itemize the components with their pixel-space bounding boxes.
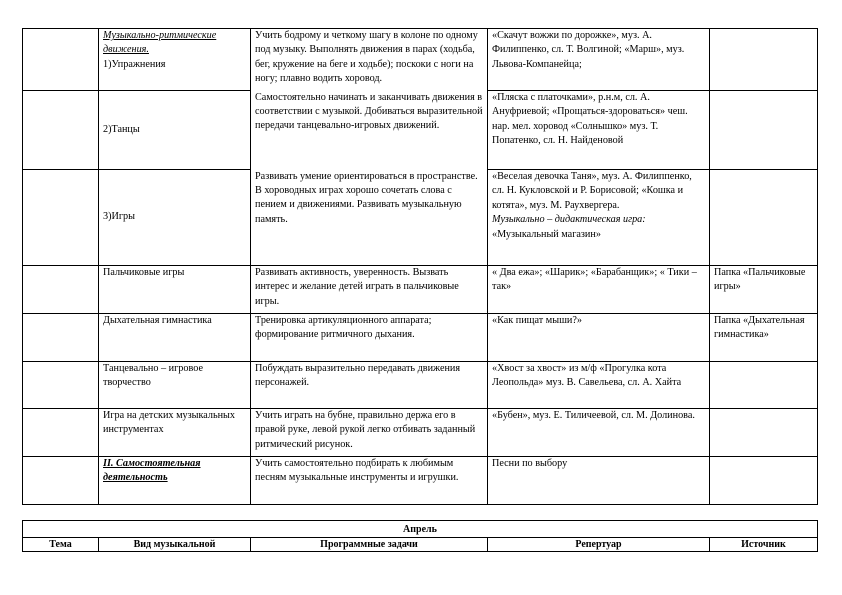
source-cell	[710, 91, 818, 170]
didactic-game-label: Музыкально – дидактическая игра:	[492, 214, 646, 226]
kind-cell: Танцевально – игровое творчество	[99, 362, 251, 409]
table-row	[23, 457, 818, 505]
theme-cell	[23, 409, 99, 457]
tasks-cell: Учить самостоятельно подбирать к любимым песням музыкальные инструменты и игрушки.	[251, 457, 488, 505]
source-cell	[710, 409, 818, 457]
item-label: 3)Игры	[103, 211, 135, 223]
theme-cell	[23, 170, 99, 266]
tasks-cell: Тренировка артикуляционного аппарата; формирование ритмичного дыхания.	[251, 314, 488, 362]
source-cell	[710, 362, 818, 409]
kind-cell	[99, 29, 251, 91]
tasks-cell: Учить играть на бубне, правильно держа его в правой руке, левой рукой легко отбивать заданный ритмический рисунок.	[251, 409, 488, 457]
kind-cell	[99, 91, 251, 170]
repertoire-cell: «Как пищат мыши?»	[488, 314, 710, 362]
tasks-cell: Побуждать выразительно передавать движения персонажей.	[251, 362, 488, 409]
kind-cell: Дыхательная гимнастика	[99, 314, 251, 362]
header-tasks: Программные задачи	[251, 538, 488, 552]
repertoire-cell: «Бубен», муз. Е. Тиличеевой, сл. М. Долинова.	[488, 409, 710, 457]
month-title: Апрель	[23, 521, 818, 538]
item-label: 2)Танцы	[103, 123, 140, 135]
source-cell: Папка «Дыхательная гимнастика»	[710, 314, 818, 362]
table-row	[23, 362, 818, 409]
table-row	[23, 29, 818, 91]
source-cell	[710, 29, 818, 91]
tasks-cell: Развивать активность, уверенность. Вызвать интерес и желание детей играть в пальчиковые игры.	[251, 266, 488, 314]
kind-cell: Пальчиковые игры	[99, 266, 251, 314]
repertoire-cell	[488, 170, 710, 266]
section-title: II. Самостоятельная деятельность	[103, 458, 201, 484]
header-row	[23, 538, 818, 552]
table-row	[23, 91, 818, 170]
repertoire-cell: «Скачут вожжи по дорожке», муз. А. Филиппенко, сл. Т. Волгиной; «Марш», муз. Львова-Компанейца;	[488, 29, 710, 91]
source-cell: Папка «Пальчиковые игры»	[710, 266, 818, 314]
repertoire-cell: «Пляска с платочками», р.н.м, сл. А. Ануфриевой; «Прощаться-здороваться» чеш. нар. мел. хоровод «Солнышко» муз. Т. Попатенко, сл. Н. Найденовой	[488, 91, 710, 170]
tasks-cell: Развивать умение ориентироваться в пространстве. В хороводных играх хорошо сочетать слова с пением и движениями. Развивать музыкальную память.	[251, 170, 488, 266]
plan-table	[22, 28, 818, 505]
header-kind: Вид музыкальной	[99, 538, 251, 552]
repertoire-cell: Песни по выбору	[488, 457, 710, 505]
tasks-cell: Учить бодрому и четкому шагу в колоне по одному под музыку. Выполнять движения в парах (ходьба, бег, кружение на беге и ходьбе); поскоки с ноги на ногу; плавно водить хоровод.	[251, 29, 488, 91]
theme-cell	[23, 314, 99, 362]
header-theme: Тема	[23, 538, 99, 552]
repertoire-cell: « Два ежа»; «Шарик»; «Барабанщик»; « Тики – так»	[488, 266, 710, 314]
theme-cell	[23, 91, 99, 170]
kind-cell	[99, 457, 251, 505]
section-title: Музыкально-ритмические движения.	[103, 30, 217, 56]
didactic-game-title: «Музыкальный магазин»	[492, 228, 601, 240]
source-cell	[710, 170, 818, 266]
header-repertoire: Репертуар	[488, 538, 710, 552]
source-cell	[710, 457, 818, 505]
theme-cell	[23, 457, 99, 505]
kind-cell: Игра на детских музыкальных инструментах	[99, 409, 251, 457]
kind-cell	[99, 170, 251, 266]
theme-cell	[23, 266, 99, 314]
item-label: 1)Упражнения	[103, 58, 166, 70]
tasks-cell: Самостоятельно начинать и заканчивать движения в соответствии с музыкой. Добиваться выразительной передачи танцевально-игровых движений.	[251, 91, 488, 170]
repertoire-cell: «Хвост за хвост» из м/ф «Прогулка кота Леопольда» муз. В. Савельева, сл. А. Хайта	[488, 362, 710, 409]
april-header-table	[22, 520, 818, 552]
table-row	[23, 170, 818, 266]
month-row	[23, 521, 818, 538]
table-row	[23, 409, 818, 457]
theme-cell	[23, 362, 99, 409]
table-row	[23, 314, 818, 362]
table-row	[23, 266, 818, 314]
theme-cell	[23, 29, 99, 91]
repertoire-text: «Веселая девочка Таня», муз. А. Филиппенко, сл. Н. Кукловской и Р. Борисовой; «Кошка и котята», муз. М. Раухвергера.	[492, 171, 692, 211]
header-source: Источник	[710, 538, 818, 552]
